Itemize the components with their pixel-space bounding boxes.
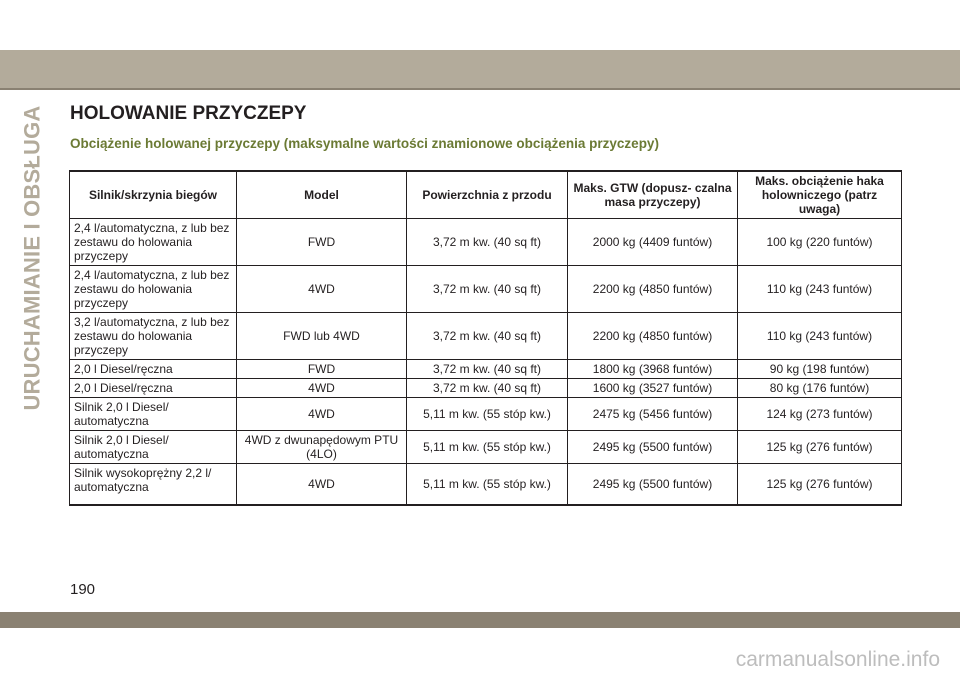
table-header-row <box>70 171 902 219</box>
table-row <box>70 464 902 506</box>
cell-frontal-area: 5,11 m kw. (55 stóp kw.) <box>407 464 568 506</box>
cell-frontal-area: 3,72 m kw. (40 sq ft) <box>407 266 568 313</box>
cell-frontal-area: 3,72 m kw. (40 sq ft) <box>407 379 568 398</box>
cell-max-gtw: 2475 kg (5456 funtów) <box>568 398 738 431</box>
cell-engine: Silnik 2,0 l Diesel/ automatyczna <box>70 431 237 464</box>
cell-model: FWD <box>237 219 407 266</box>
cell-max-gtw: 1600 kg (3527 funtów) <box>568 379 738 398</box>
cell-frontal-area: 5,11 m kw. (55 stóp kw.) <box>407 398 568 431</box>
cell-engine: Silnik 2,0 l Diesel/ automatyczna <box>70 398 237 431</box>
cell-engine: 2,4 l/automatyczna, z lub bez zestawu do holowania przyczepy <box>70 266 237 313</box>
col-header-frontal-area: Powierzchnia z przodu <box>407 171 568 219</box>
cell-model: 4WD <box>237 379 407 398</box>
cell-max-gtw: 2495 kg (5500 funtów) <box>568 431 738 464</box>
cell-model: 4WD <box>237 398 407 431</box>
cell-max-tongue-load: 80 kg (176 funtów) <box>738 379 902 398</box>
cell-engine: Silnik wysokoprężny 2,2 l/ automatyczna <box>70 464 237 506</box>
table-row <box>70 266 902 313</box>
cell-frontal-area: 3,72 m kw. (40 sq ft) <box>407 360 568 379</box>
cell-frontal-area: 3,72 m kw. (40 sq ft) <box>407 219 568 266</box>
table-row <box>70 219 902 266</box>
cell-model: FWD lub 4WD <box>237 313 407 360</box>
col-header-max-tongue-load: Maks. obciążenie haka holowniczego (patrz uwaga) <box>738 171 902 219</box>
top-band <box>0 50 960 88</box>
cell-max-tongue-load: 124 kg (273 funtów) <box>738 398 902 431</box>
table-row <box>70 431 902 464</box>
cell-max-tongue-load: 90 kg (198 funtów) <box>738 360 902 379</box>
cell-max-tongue-load: 125 kg (276 funtów) <box>738 431 902 464</box>
table-row <box>70 379 902 398</box>
page-title: HOLOWANIE PRZYCZEPY <box>70 103 307 124</box>
cell-engine: 2,0 l Diesel/ręczna <box>70 360 237 379</box>
cell-frontal-area: 5,11 m kw. (55 stóp kw.) <box>407 431 568 464</box>
col-header-model: Model <box>237 171 407 219</box>
cell-frontal-area: 3,72 m kw. (40 sq ft) <box>407 313 568 360</box>
watermark: carmanualsonline.info <box>735 648 940 671</box>
cell-model: 4WD z dwunapędowym PTU (4LO) <box>237 431 407 464</box>
cell-max-tongue-load: 110 kg (243 funtów) <box>738 266 902 313</box>
bottom-band <box>0 612 960 628</box>
section-label-text: URUCHAMIANIE I OBSŁUGA <box>20 105 46 411</box>
top-divider <box>0 88 960 90</box>
cell-model: FWD <box>237 360 407 379</box>
cell-max-gtw: 2495 kg (5500 funtów) <box>568 464 738 506</box>
cell-model: 4WD <box>237 464 407 506</box>
towing-load-table <box>69 170 902 506</box>
table-row <box>70 360 902 379</box>
page-number: 190 <box>70 581 96 598</box>
cell-max-tongue-load: 110 kg (243 funtów) <box>738 313 902 360</box>
cell-max-gtw: 1800 kg (3968 funtów) <box>568 360 738 379</box>
cell-max-tongue-load: 100 kg (220 funtów) <box>738 219 902 266</box>
table-row <box>70 398 902 431</box>
cell-max-gtw: 2200 kg (4850 funtów) <box>568 266 738 313</box>
cell-model: 4WD <box>237 266 407 313</box>
cell-max-tongue-load: 125 kg (276 funtów) <box>738 464 902 506</box>
col-header-max-gtw: Maks. GTW (dopusz- czalna masa przyczepy) <box>568 171 738 219</box>
cell-engine: 3,2 l/automatyczna, z lub bez zestawu do holowania przyczepy <box>70 313 237 360</box>
col-header-engine: Silnik/skrzynia biegów <box>70 171 237 219</box>
cell-engine: 2,4 l/automatyczna, z lub bez zestawu do holowania przyczepy <box>70 219 237 266</box>
section-side-label <box>22 103 44 413</box>
cell-engine: 2,0 l Diesel/ręczna <box>70 379 237 398</box>
cell-max-gtw: 2200 kg (4850 funtów) <box>568 313 738 360</box>
table-row <box>70 313 902 360</box>
page-subtitle: Obciążenie holowanej przyczepy (maksymalne wartości znamionowe obciążenia przyczepy) <box>70 136 659 151</box>
cell-max-gtw: 2000 kg (4409 funtów) <box>568 219 738 266</box>
